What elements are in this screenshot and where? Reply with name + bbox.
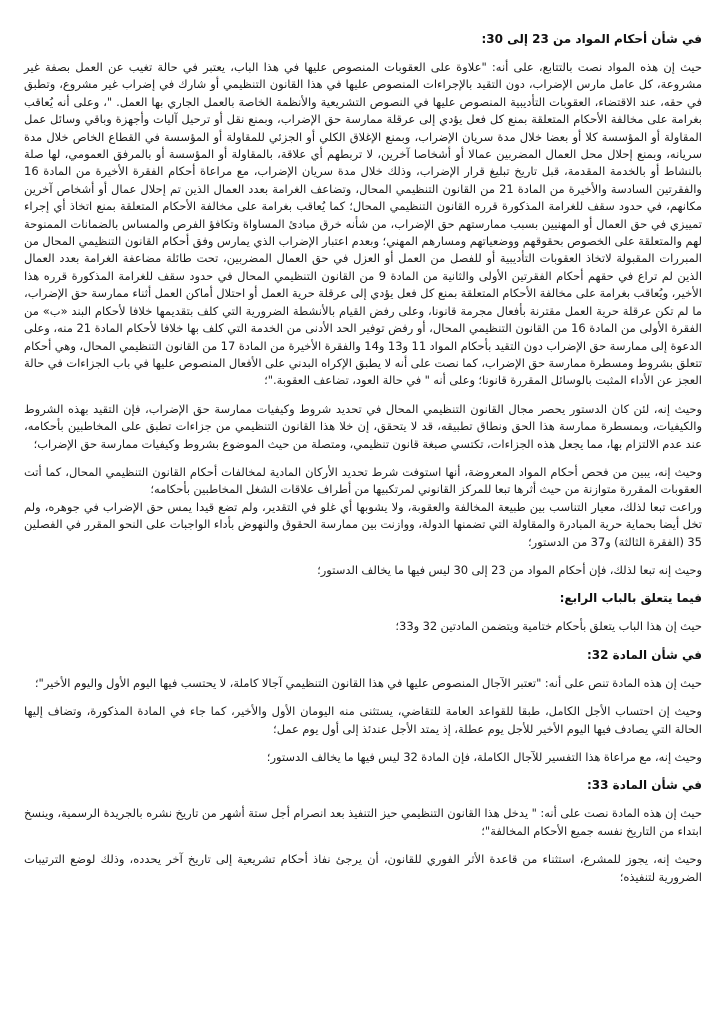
heading-articles-23-30: في شأن أحكام المواد من 23 إلى 30: bbox=[481, 32, 702, 46]
heading-article-32: في شأن المادة 32: bbox=[586, 647, 702, 662]
section-article-33 bbox=[24, 777, 702, 886]
paragraph-article-32-interpretation: وحيث إن احتساب الأجل الكامل، طبقا للقواعد العامة للتقاضي، يستثنى منه اليومان الأول والأخير، كما جاء في المادة المذكورة، وتضاف إليها الحالة التي يصادف فيها اليوم الأخير للأجل يوم عطلة، إذ يمتد الأجل عندئذ إلى أول يوم عمل؛ bbox=[24, 704, 702, 736]
paragraph-articles-23-30-conclusion: وحيث إنه تبعا لذلك، فإن أحكام المواد من 23 إلى 30 ليس فيها ما يخالف الدستور؛ bbox=[317, 562, 702, 577]
paragraph-article-32-text: حيث إن هذه المادة تنص على أنه: "تعتبر الآجال المنصوص عليها في هذا القانون التنظيمي آجالا كاملة، لا يحتسب فيها اليوم الأول واليوم الأخير"؛ bbox=[34, 675, 702, 690]
paragraph-articles-23-30-text: حيث إن هذه المواد نصت بالتتابع، على أنه: "علاوة على العقوبات المنصوص عليها في هذا الباب، يعتبر في حالة تغيب عن العمل بصفة غير مشروعة، كل عامل مارس الإضراب، دون التقيد بالإجراءات المنصوص عليها في هذا القانون التنظيمي أو شارك في إضراب غير مشروع، وتطبق في حقه، عند الاقتضاء، العقوبات التأديبية المنصوص عليها في النصوص التشريعية والأنظمة الخاصة بالعمل الجاري بها العمل. "، وعلى أنه يُعاقب بغرامة على مخالفة الأحكام المتعلقة بمنع كل فعل يؤدي إلى عرقلة ممارسة حق الإضراب، وبمنع نقل أو ترحيل آليات وأجهزة وباقي وسائل عمل المقاولة أو المؤسسة كلا أو بعضا خلال مدة سريان الإضراب، وبمنع الإغلاق الكلي أو الجزئي للمقاولة أو المؤسسة في القطاع الخاص خلال مدة سريانه، وبمنع إحلال محل العمال المضربين عمالا أو أشخاصا آخرين، لا تربطهم أي علاقة، بالمقاولة أو المؤسسة أو بالمرفق العمومي، لها صلة بالنشاط أو بالخدمة المقدمة، قبل تاريخ تبليغ قرار الإضراب، وذلك خلال مدة سريان الإضراب، مع مراعاة أحكام الفقرة الأخيرة من المادة 16 والفقرتين السادسة والأخيرة من المادة 21 من القانون التنظيمي المحال، وتضاعف الغرامة بعدد العمال الذين تم إحلال عمال أو أشخاص آخرين مكانهم، في حدود سقف للغرامة المذكورة قرره القانون التنظيمي المحال؛ كما يُعاقب بغرامة على مخالفة الأحكام المتعلقة بمنع اتخاذ أي إجراء تمييزي في حق العمال أو المهنيين بسبب ممارستهم حق الإضراب، من شأنه خرق مبادئ المساواة وتكافؤ الفرص والمساس بالضمانات الممنوحة لهم والمتعلقة على الخصوص بحقوقهم ووضعياتهم ومسارهم المهني؛ وبعدم اعتبار الإضراب الذي يمارس وفق أحكام القانون التنظيمي المحال من المبررات المقبولة لاتخاذ العقوبات التأديبية أو للفصل من العمل أو العزل في حق العمال المضربين، تحت طائلة مضاعفة الغرامة بعدد العمال الذين لم تراع في حقهم أحكام الفقرتين الأولى والثانية من المادة 9 من القانون التنظيمي المحال في حدود سقف للغرامة المذكورة قرره هذا الأخير، ويُعاقب بغرامة على مخالفة الأحكام المتعلقة بمنع كل فعل يؤدي إلى عرقلة حرية العمل أو احتلال أماكن العمل أثناء ممارسة حق الإضراب، ما لم تكن عرقلة حرية العمل مقترنة بأفعال مجرمة قانونا، وعلى رفض القيام بالأنشطة الضرورية التي كلف بتقديمها خلافا لأحكام البند «ب» من الفقرة الأولى من المادة 16 من القانون التنظيمي المحال، أو رفض توفير الحد الأدنى من الخدمة التي كلف بها خلافا لأحكام المادة 21 منه، وعلى الدعوة إلى ممارسة حق الإضراب دون التقيد بأحكام المواد 11 و13 و14 والفقرة الأخيرة من المادة 17 من القانون التنظيمي المحال، وهي أحكام تتعلق بشروط ومسطرة ممارسة حق الإضراب، كما نصت على أنه لا يطبق الإكراه البدني على الأفعال المنصوص عليها في باب الجزاءات في حالة العجز عن الأداء المثبت بالوسائل المقررة قانونا؛ وعلى أنه " في حالة العود، تضاعف العقوبة."؛ bbox=[24, 60, 703, 388]
paragraph-part-four: حيث إن هذا الباب يتعلق بأحكام ختامية ويتضمن المادتين 32 و33؛ bbox=[395, 619, 702, 634]
heading-article-33: في شأن المادة 33: bbox=[586, 778, 702, 793]
paragraph-articles-23-30-scope: وحيث إنه، لئن كان الدستور يحصر مجال القانون التنظيمي المحال في تحديد شروط وكيفيات ممارسة حق الإضراب، فإن التقيد بهذه الشروط والكيفيات، وبمسطرة ممارسة هذا الحق ونطاق تطبيقه، قد لا يتحقق، إن خلا هذا القانون التنظيمي من جزاءات تطبق على المخاطبين بأحكامه، عند عدم الالتزام بها، مما يجعل هذه الجزاءات، تكتسي صبغة قانون تنظيمي، ومتصلة من حيث الموضوع بشروط وكيفيات ممارسة حق الإضراب؛ bbox=[24, 401, 702, 451]
paragraph-article-33-text: حيث إن هذه المادة نصت على أنه: " يدخل هذا القانون التنظيمي حيز التنفيذ بعد انصرام أجل ستة أشهر من تاريخ نشره بالجريدة الرسمية، وينسخ ابتداء من التاريخ نفسه جميع الأحكام المخالفة"؛ bbox=[24, 806, 702, 838]
heading-part-four: فيما يتعلق بالباب الرابع: bbox=[559, 591, 702, 606]
paragraph-article-33-deferral: وحيث إنه، يجوز للمشرع، استثناء من قاعدة الأثر الفوري للقانون، أن يرجئ نفاذ أحكام تشريعية إلى تاريخ آخر يحدده، وذلك لوضع الترتيبات الضرورية لتنفيذه؛ bbox=[24, 852, 702, 884]
section-part-four bbox=[24, 590, 702, 635]
section-article-32 bbox=[24, 647, 702, 767]
paragraph-articles-23-30-proportionality: وراعت تبعا لذلك، معيار التناسب بين طبيعة المخالفة والعقوبة، ولا يشوبها أي غلو في التقدير، ولم تضع قيدا يمس حق الإضراب في جوهره، ولم تخل أيضا بحماية حرية المبادرة والمقاولة التي تضمنها الدولة، ووازنت بين ممارسة الحقوق والنهوض بأداء الواجبات على النحو المقرر في الفصلين 35 (الفقرة الثالثة) و37 من الدستور؛ bbox=[24, 499, 702, 549]
section-articles-23-30 bbox=[24, 31, 702, 579]
paragraph-articles-23-30-review: وحيث إنه، يبين من فحص أحكام المواد المعروضة، أنها استوفت شرط تحديد الأركان المادية لمخالفات أحكام القانون التنظيمي المحال، كما أتت العقوبات المقررة متوازنة من حيث أثرها تبعا للمركز القانوني لمرتكبيها من أطراف علاقات الشغل المخاطبين بأحكامه؛ bbox=[24, 464, 702, 497]
paragraph-article-32-conclusion: وحيث إنه، مع مراعاة هذا التفسير للآجال الكاملة، فإن المادة 32 ليس فيها ما يخالف الدستور؛ bbox=[266, 750, 702, 764]
